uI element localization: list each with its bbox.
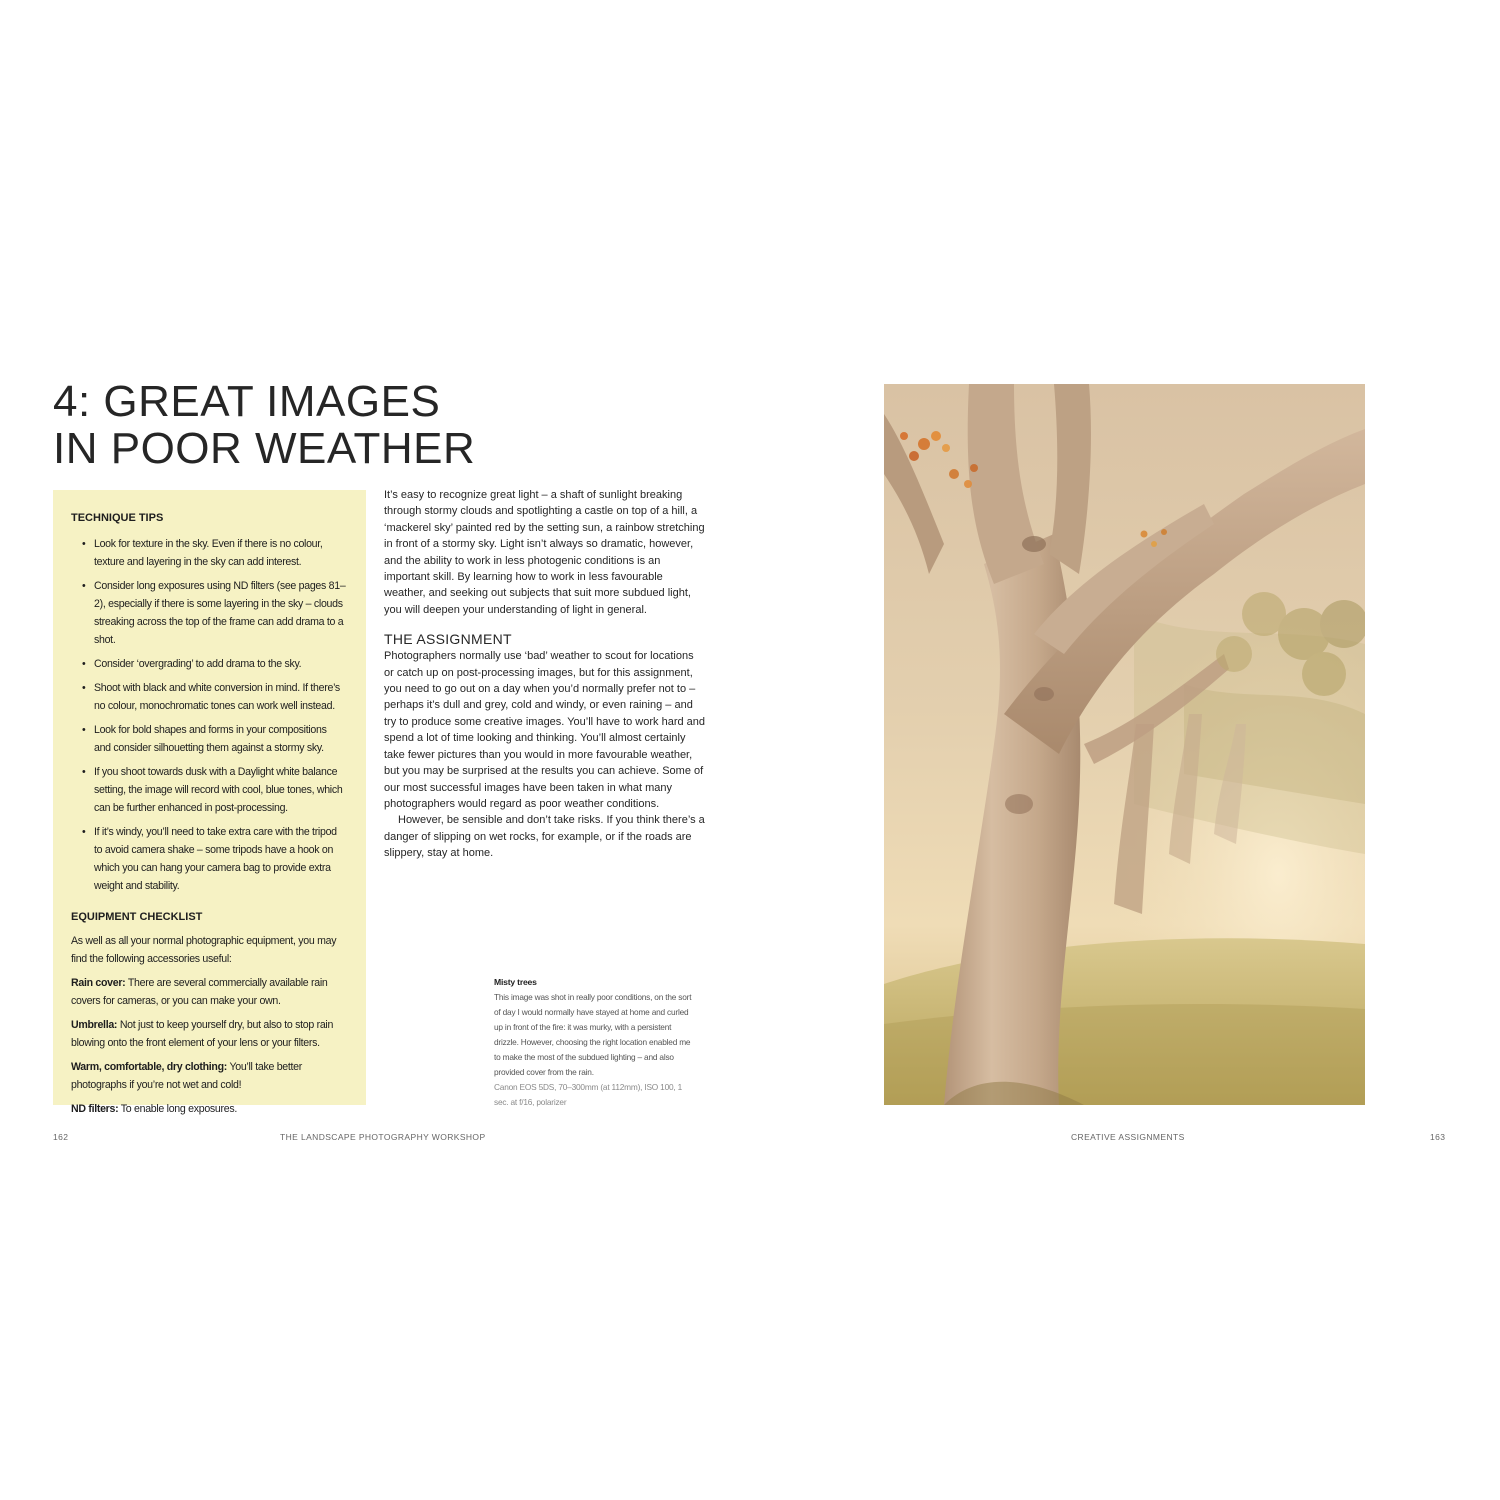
equipment-item-label: Rain cover: <box>71 977 126 989</box>
equipment-item-label: Warm, comfortable, dry clothing: <box>71 1061 227 1073</box>
equipment-item <box>71 1016 346 1052</box>
tip-item: • If it’s windy, you’ll need to take extra care with the tripod to avoid camera shake – some tripods have a hook on which you can hang your camera bag to provide extra weight and stability. <box>83 823 346 895</box>
body-text-column <box>384 487 706 862</box>
tip-item: • Consider long exposures using ND filters (see pages 81–2), especially if there is some layering in the sky – clouds streaking across the top of the frame can add drama to a shot. <box>83 577 346 649</box>
tip-item: • If you shoot towards dusk with a Daylight white balance setting, the image will record with cool, blue tones, which can be further enhanced in post-processing. <box>83 763 346 817</box>
tip-item: • Look for bold shapes and forms in your compositions and consider silhouetting them against a stormy sky. <box>83 721 346 757</box>
equipment-item-text: Not just to keep yourself dry, but also to stop rain blowing onto the front element of your lens or your filters. <box>71 1019 334 1049</box>
tip-item: • Shoot with black and white conversion in mind. If there’s no colour, monochromatic tones can work well instead. <box>83 679 346 715</box>
intro-paragraph: It’s easy to recognize great light – a shaft of sunlight breaking through stormy clouds and spotlighting a castle on top of a hill, a ‘mackerel sky’ painted red by the setting sun, a rainbow stretching in front of a stormy sky. Light isn’t always so dramatic, however, and the ability to work in less photogenic conditions is an important skill. By learning how to work in less favourable weather, and seeking out subjects that suit more subdued light, you will deepen your understanding of light in general. <box>384 489 705 616</box>
caption-title: Misty trees <box>494 977 537 987</box>
equipment-item-text: You’ll take better photographs if you’re not wet and cold! <box>71 1061 302 1091</box>
equipment-item-label: Umbrella: <box>71 1019 118 1031</box>
equipment-intro: As well as all your normal photographic equipment, you may find the following accessories useful: <box>71 935 337 965</box>
equipment-item-label: ND filters: <box>71 1103 119 1115</box>
page-title <box>53 378 475 472</box>
tip-item: • Look for texture in the sky. Even if there is no colour, texture and layering in the sky can add interest. <box>83 535 346 571</box>
right-page-number: 163 <box>1430 1132 1446 1142</box>
equipment-item <box>71 1100 346 1118</box>
photo-caption <box>494 975 694 1110</box>
left-running-title: THE LANDSCAPE PHOTOGRAPHY WORKSHOP <box>280 1132 486 1142</box>
assignment-paragraph: Photographers normally use ‘bad’ weather to scout for locations or catch up on post-processing images, but for this assignment, you need to go out on a day when you’d normally prefer not to – perhaps it’s dull and grey, cold and windy, or even raining – and try to produce some creative images. You’ll have to work hard and spend a lot of time looking and thinking. You’ll almost certainly take fewer pictures than you would in more favourable weather, but you may be surprised at the results you can achieve. Some of our most successful images have been taken in what many photographers would regard as poor weather conditions. <box>384 650 706 810</box>
right-running-title: CREATIVE ASSIGNMENTS <box>1071 1132 1185 1142</box>
equipment-item <box>71 1058 346 1094</box>
technique-tips-list <box>71 535 346 895</box>
left-page-number: 162 <box>53 1132 69 1142</box>
page-title-line-2: IN POOR WEATHER <box>53 424 476 473</box>
assignment-heading: THE ASSIGNMENT <box>384 631 512 648</box>
equipment-checklist-heading: EQUIPMENT CHECKLIST <box>71 911 203 923</box>
technique-tips-box <box>53 490 366 1115</box>
caption-camera-settings: Canon EOS 5DS, 70–300mm (at 112mm), ISO 100, 1 sec. at f/16, polarizer <box>494 1082 683 1107</box>
equipment-item <box>71 974 346 1010</box>
misty-trees-photo <box>884 384 1365 1105</box>
caption-text: This image was shot in really poor conditions, on the sort of day I would normally have stayed at home and curled up in front of the fire: it was murky, with a persistent drizzle. However, choosing the right location enabled me to make the most of the subdued lighting – and also provided cover from the rain. <box>494 992 692 1077</box>
assignment-paragraph: However, be sensible and don’t take risks. If you think there’s a danger of slipping on wet rocks, for example, or if the roads are slippery, stay at home. <box>384 814 705 860</box>
tip-item: • Consider ‘overgrading’ to add drama to the sky. <box>83 655 346 673</box>
equipment-item-text: There are several commercially available rain covers for cameras, or you can make your own. <box>71 977 328 1007</box>
technique-tips-heading: TECHNIQUE TIPS <box>71 512 164 524</box>
page-title-line-1: 4: GREAT IMAGES <box>53 377 441 426</box>
equipment-item-text: To enable long exposures. <box>118 1103 237 1115</box>
